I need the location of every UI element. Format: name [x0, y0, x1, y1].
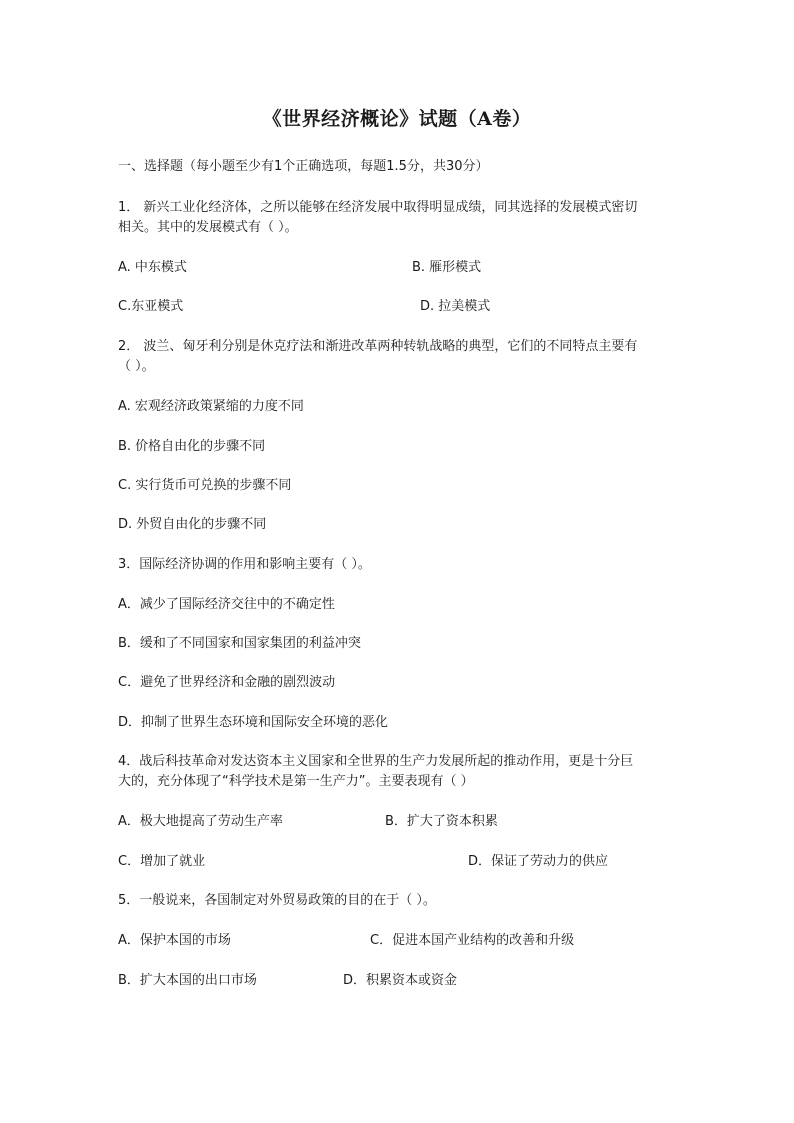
- question-3-option-d: D．抑制了世界生态环境和国际安全环境的恶化: [118, 715, 389, 730]
- question-4-option-d: D．保证了劳动力的供应: [468, 854, 609, 869]
- question-3-option-c: C．避免了世界经济和金融的剧烈波动: [118, 675, 336, 690]
- question-3-option-b: B．缓和了不同国家和国家集团的利益冲突: [118, 636, 361, 651]
- page-title: 《世界经济概论》试题（A卷）: [262, 108, 532, 130]
- question-1-option-c: C.东亚模式: [118, 299, 184, 314]
- question-4-option-b: B．扩大了资本积累: [385, 814, 498, 829]
- question-1-option-a: A. 中东模式: [118, 260, 187, 275]
- question-3-stem: 3．国际经济协调的作用和影响主要有（ ）。: [118, 557, 371, 572]
- question-2-option-b: B. 价格自由化的步骤不同: [118, 439, 266, 454]
- question-2-stem: 2． 波兰、匈牙利分别是休克疗法和渐进改革两种转轨战略的典型，它们的不同特点主要有: [118, 339, 638, 354]
- question-1-option-d: D. 拉美模式: [420, 299, 491, 314]
- question-3-option-a: A．减少了国际经济交往中的不确定性: [118, 597, 335, 612]
- question-5-stem: 5．一般说来，各国制定对外贸易政策的目的在于（ ）。: [118, 893, 436, 908]
- question-2-option-c: C. 实行货币可兑换的步骤不同: [118, 478, 292, 493]
- question-1-option-b: B. 雁形模式: [412, 260, 482, 275]
- question-4-option-c: C．增加了就业: [118, 854, 206, 869]
- question-5-option-b: B．扩大本国的出口市场: [118, 973, 257, 988]
- section-heading: 一、选择题（每小题至少有1个正确选项，每题1.5分，共30分）: [118, 159, 489, 174]
- question-4-stem-cont: 大的，充分体现了“科学技术是第一生产力”。主要表现有（ ）: [118, 774, 474, 789]
- question-5-option-d: D．积累资本或资金: [343, 973, 458, 988]
- question-4-option-a: A．极大地提高了劳动生产率: [118, 814, 283, 829]
- question-4-stem: 4．战后科技革命对发达资本主义国家和全世界的生产力发展所起的推动作用，更是十分巨: [118, 754, 634, 769]
- question-1-stem: 1． 新兴工业化经济体，之所以能够在经济发展中取得明显成绩，同其选择的发展模式密切: [118, 200, 638, 215]
- question-5-option-a: A．保护本国的市场: [118, 933, 231, 948]
- question-5-option-c: C．促进本国产业结构的改善和升级: [370, 933, 575, 948]
- question-2-stem-cont: （ ）。: [118, 359, 155, 374]
- question-2-option-d: D. 外贸自由化的步骤不同: [118, 517, 267, 532]
- question-1-stem-cont: 相关。其中的发展模式有（ ）。: [118, 220, 298, 235]
- question-2-option-a: A. 宏观经济政策紧缩的力度不同: [118, 399, 304, 414]
